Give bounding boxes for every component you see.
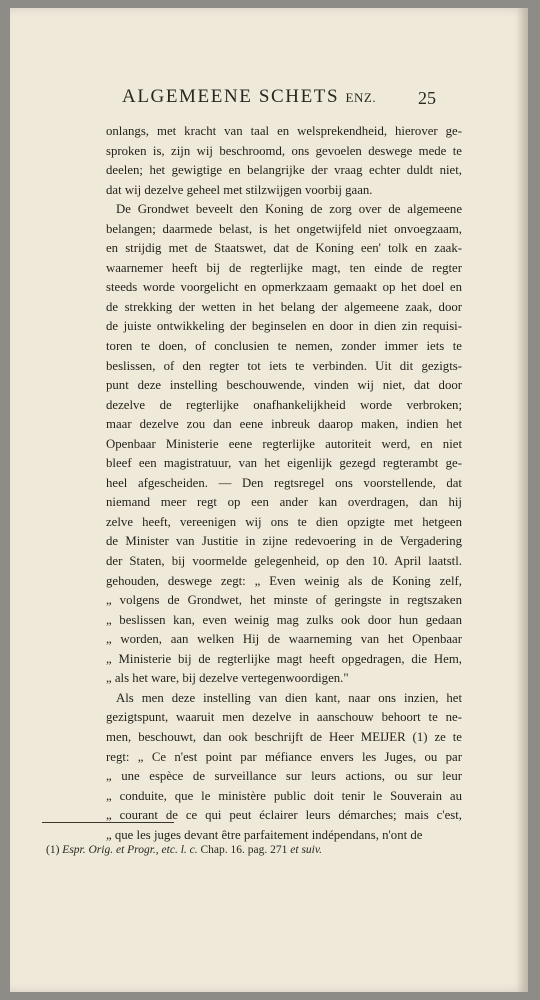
text-line: gezigtspunt, waaruit men dezelve in aanschouw behoort te ne- (106, 710, 462, 725)
text-line: Openbaar Ministerie eene regterlijke autoriteit werd, en niet (106, 436, 462, 451)
text-line: men, beschouwt, dan ook beschrijft de Heer MEIJER (1) ze te (106, 729, 462, 744)
footnote-marker: (1) (46, 844, 60, 856)
text-line: „ als het ware, bij dezelve vertegenwoordigen." (106, 671, 349, 686)
text-line: „ worden, aan welken Hij de waarneming van het Openbaar (106, 632, 462, 647)
text-line: de juiste ontwikkeling der beginselen en door in dien zin requisi- (106, 319, 462, 334)
text-line: „ Ministerie bij de regterlijke magt heeft opgedragen, die Hem, (106, 651, 462, 666)
text-line: Als men deze instelling van dien kant, naar ons inzien, het (116, 690, 462, 705)
text-line: der Staten, bij voormelde gelegenheid, op den 10. April laatstl. (106, 554, 462, 569)
footnote (46, 844, 446, 856)
footnote-suffix: et suiv. (290, 844, 322, 856)
text-line: „ une espèce de surveillance sur leurs actions, ou sur leur (106, 769, 462, 784)
text-line: maar dezelve zou dan eene inbreuk daarop maken, indien het (106, 417, 462, 432)
text-line: „ conduite, que le ministère public doit tenir le Souverain au (106, 788, 462, 803)
text-line: heel afgescheiden. — Den regtsregel ons voorstellende, dat (106, 475, 462, 490)
text-line: beslissen, of den regter tot iets te verbinden. Uit dit gezigts- (106, 358, 462, 373)
text-line: de strekking der wetten in het belang der algemeene zaak, door (106, 299, 462, 314)
text-line: De Grondwet beveelt den Koning de zorg over de algemeene (116, 202, 462, 217)
text-line: gehouden, deswege zegt: „ Even weinig als de Koning zelf, (106, 573, 462, 588)
running-title-suffix: ENZ. (345, 90, 377, 105)
page-number: 25 (418, 88, 436, 108)
footnote-location: Chap. 16. pag. 271 (200, 844, 288, 856)
text-line: dezelve de regterlijke onafhankelijkheid worde verbroken; (106, 397, 462, 412)
book-page (10, 8, 528, 992)
footnote-divider (42, 822, 174, 823)
text-line: punt deze instelling beschouwende, vinden wij niet, dat door (106, 378, 462, 393)
text-line: dat wij dezelve geheel met stilzwijgen voorbij gaan. (106, 182, 373, 197)
text-line: de Minister van Justitie in zijne redevoering in de Vergadering (106, 534, 462, 549)
text-line: toren te doen, of conclusien te nemen, zonder immer iets te (106, 339, 462, 354)
text-line: niemand meer regt op een ander kan overdragen, dan hij (106, 495, 462, 510)
text-line: belangen; daarmede belast, is het ongetwijfeld niet onvoegzaam, (106, 221, 462, 236)
running-title (122, 86, 376, 108)
text-line: regt: „ Ce n'est point par méfiance envers les Juges, ou par (106, 749, 462, 764)
running-title-text: ALGEMEENE SCHETS (122, 86, 340, 107)
text-line: en strijdig met de Staatswet, dat de Koning een' tolk en zaak- (106, 241, 462, 256)
text-line: „ courant de ce qui peut éclairer leurs démarches; mais c'est, (106, 808, 462, 823)
text-line: onlangs, met kracht van taal en welsprekendheid, hierover ge- (106, 124, 462, 138)
text-line: sproken is, zijn wij beschroomd, ons gevoelen deswege mede te (106, 143, 462, 158)
text-line: zelve heeft, vereenigen wij ons te dien opzigte met hetgeen (106, 514, 462, 529)
text-line: deelen; het gewigtige en belangrijke der vraag echter duldt niet, (106, 163, 462, 178)
text-line: bleef een magistratuur, van het eigenlijk gezegd regterambt ge- (106, 456, 462, 471)
text-line: „ beslissen kan, even weinig mag zulks ook door hun gedaan (106, 612, 462, 627)
footnote-source: Espr. Orig. et Progr., etc. l. c. (62, 844, 198, 856)
text-line: steeds worde voorgelicht en opmerkzaam gemaakt op het doel en (106, 280, 462, 295)
body-text (106, 122, 462, 845)
text-line: „ que les juges devant être parfaitement indépendans, n'ont de (106, 827, 423, 842)
text-line: waarnemer heeft bij de regterlijke magt, ten einde de regter (106, 260, 462, 275)
text-line: „ volgens de Grondwet, het minste of geringste in regtszaken (106, 593, 462, 608)
